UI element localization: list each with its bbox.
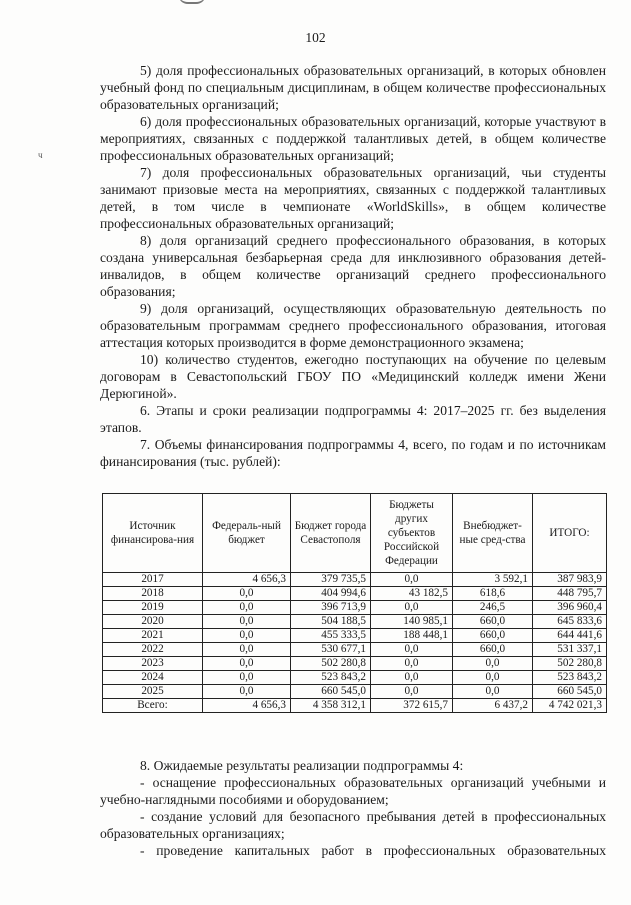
regions-cell: 0,0 <box>371 657 453 671</box>
extrabudget-cell: 6 437,2 <box>453 699 533 713</box>
regions-cell: 188 448,1 <box>371 629 453 643</box>
year-cell: 2019 <box>103 601 203 615</box>
stray-mark: ч <box>38 150 43 160</box>
regions-cell: 43 182,5 <box>371 587 453 601</box>
total-cell: 4 742 021,3 <box>533 699 607 713</box>
year-cell: 2022 <box>103 643 203 657</box>
funding-table-wrapper <box>102 493 606 713</box>
total-cell: 644 441,6 <box>533 629 607 643</box>
year-cell: 2025 <box>103 685 203 699</box>
table-row <box>103 601 607 615</box>
table-total-row <box>103 699 607 713</box>
federal-cell: 0,0 <box>203 629 291 643</box>
federal-cell: 4 656,3 <box>203 573 291 587</box>
table-row <box>103 657 607 671</box>
federal-cell: 4 656,3 <box>203 699 291 713</box>
total-cell: 660 545,0 <box>533 685 607 699</box>
extrabudget-cell: 246,5 <box>453 601 533 615</box>
header-extrabudgetary: Внебюджет-ные сред-ства <box>453 494 533 573</box>
city-cell: 455 333,5 <box>291 629 371 643</box>
city-cell: 660 545,0 <box>291 685 371 699</box>
city-cell: 396 713,9 <box>291 601 371 615</box>
header-total: ИТОГО: <box>533 494 607 573</box>
extrabudget-cell: 660,0 <box>453 643 533 657</box>
paragraph-9: 9) доля организаций, осуществляющих образовательную деятельность по образовательным программам среднего профессионального образования, итоговая аттестация которых производится в форме демонстрационного экзамена; <box>100 301 606 350</box>
table-row <box>103 629 607 643</box>
paragraph-6: 6) доля профессиональных образовательных организаций, которые участвуют в мероприятиях, связанных с поддержкой талантливых детей, в общем количестве профессиональных образовательных организаций; <box>100 114 606 163</box>
expected-results <box>100 757 606 859</box>
total-cell: 645 833,6 <box>533 615 607 629</box>
paragraph-5: 5) доля профессиональных образовательных организаций, в которых обновлен учебный фонд по специальным дисциплинам, в общем количестве профессиональных образовательных организаций; <box>100 63 606 112</box>
city-cell: 504 188,5 <box>291 615 371 629</box>
city-cell: 379 735,5 <box>291 573 371 587</box>
section-6-stages: 6. Этапы и сроки реализации подпрограммы 4: 2017–2025 гг. без выделения этапов. <box>100 403 606 435</box>
year-cell: 2018 <box>103 587 203 601</box>
table-row <box>103 685 607 699</box>
funding-table <box>102 493 607 713</box>
criteria-list <box>100 62 606 470</box>
total-cell: 531 337,1 <box>533 643 607 657</box>
federal-cell: 0,0 <box>203 657 291 671</box>
table-row <box>103 671 607 685</box>
city-cell: 4 358 312,1 <box>291 699 371 713</box>
header-other-regions: Бюджеты других субъектов Российской Федерации <box>371 494 453 573</box>
federal-cell: 0,0 <box>203 587 291 601</box>
extrabudget-cell: 660,0 <box>453 615 533 629</box>
federal-cell: 0,0 <box>203 671 291 685</box>
total-cell: 523 843,2 <box>533 671 607 685</box>
header-federal: Федераль-ный бюджет <box>203 494 291 573</box>
total-cell: 396 960,4 <box>533 601 607 615</box>
extrabudget-cell: 0,0 <box>453 685 533 699</box>
header-source: Источник финансирова-ния <box>103 494 203 573</box>
header-city-budget: Бюджет города Севастополя <box>291 494 371 573</box>
regions-cell: 0,0 <box>371 671 453 685</box>
table-row <box>103 615 607 629</box>
regions-cell: 0,0 <box>371 601 453 615</box>
total-cell: 448 795,7 <box>533 587 607 601</box>
year-cell: 2017 <box>103 573 203 587</box>
regions-cell: 140 985,1 <box>371 615 453 629</box>
year-cell: 2020 <box>103 615 203 629</box>
federal-cell: 0,0 <box>203 685 291 699</box>
city-cell: 530 677,1 <box>291 643 371 657</box>
federal-cell: 0,0 <box>203 615 291 629</box>
section-7-funding: 7. Объемы финансирования подпрограммы 4, всего, по годам и по источникам финансирования (тыс. рублей): <box>100 437 606 469</box>
page-number: 102 <box>305 30 326 45</box>
table-header-row <box>103 494 607 573</box>
federal-cell: 0,0 <box>203 601 291 615</box>
table-row <box>103 573 607 587</box>
total-cell: 502 280,8 <box>533 657 607 671</box>
extrabudget-cell: 0,0 <box>453 657 533 671</box>
extrabudget-cell: 0,0 <box>453 671 533 685</box>
city-cell: 502 280,8 <box>291 657 371 671</box>
city-cell: 404 994,6 <box>291 587 371 601</box>
paragraph-8: 8) доля организаций среднего профессионального образования, в которых создана универсальная безбарьерная среда для инклюзивного образования детей-инвалидов, в общем количестве организаций среднего профессионального образования; <box>100 233 606 299</box>
result-item: - оснащение профессиональных образовательных организаций учебными и учебно-наглядными пособиями и оборудованием; <box>100 775 606 807</box>
year-cell: 2021 <box>103 629 203 643</box>
year-cell: 2024 <box>103 671 203 685</box>
total-cell: 387 983,9 <box>533 573 607 587</box>
table-row <box>103 643 607 657</box>
extrabudget-cell: 660,0 <box>453 629 533 643</box>
scan-artifact <box>178 0 206 4</box>
paragraph-10: 10) количество студентов, ежегодно поступающих на обучение по целевым договорам в Севастопольский ГБОУ ПО «Медицинский колледж имени Жени Дерюгиной». <box>100 352 606 401</box>
extrabudget-cell: 3 592,1 <box>453 573 533 587</box>
extrabudget-cell: 618,6 <box>453 587 533 601</box>
regions-cell: 0,0 <box>371 643 453 657</box>
result-item: - проведение капитальных работ в профессиональных образовательных <box>140 843 606 858</box>
year-cell: 2023 <box>103 657 203 671</box>
total-label-cell: Всего: <box>103 699 203 713</box>
result-item: - создание условий для безопасного пребывания детей в профессиональных образовательных организациях; <box>100 809 606 841</box>
results-heading: 8. Ожидаемые результаты реализации подпрограммы 4: <box>140 758 464 773</box>
regions-cell: 372 615,7 <box>371 699 453 713</box>
table-row <box>103 587 607 601</box>
paragraph-7: 7) доля профессиональных образовательных организаций, чьи студенты занимают призовые места на мероприятиях, связанных с поддержкой талантливых детей, в том числе в чемпионате «WorldSkills», в общем количестве профессиональных образовательных организаций; <box>100 165 606 231</box>
regions-cell: 0,0 <box>371 573 453 587</box>
regions-cell: 0,0 <box>371 685 453 699</box>
city-cell: 523 843,2 <box>291 671 371 685</box>
federal-cell: 0,0 <box>203 643 291 657</box>
